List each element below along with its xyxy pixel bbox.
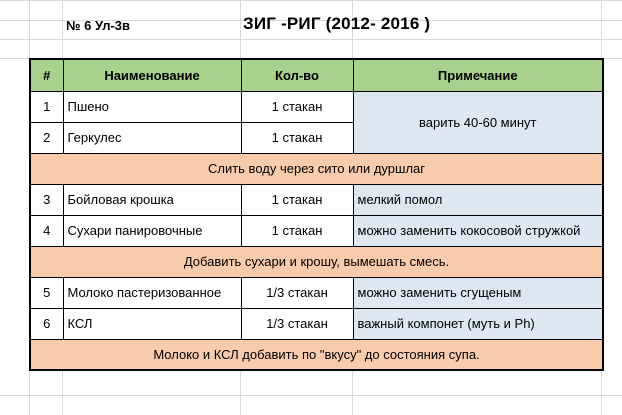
- row-number[interactable]: 2: [30, 122, 63, 153]
- ingredient-note-merged[interactable]: варить 40-60 минут: [353, 91, 603, 153]
- ingredient-quantity[interactable]: 1 стакан: [241, 122, 353, 153]
- row-number[interactable]: 4: [30, 215, 63, 246]
- ingredient-name[interactable]: Бойловая крошка: [63, 184, 241, 215]
- instruction-text[interactable]: Молоко и КСЛ добавить по "вкусу" до состояния супа.: [30, 339, 603, 370]
- ingredient-name[interactable]: Геркулес: [63, 122, 241, 153]
- ingredient-quantity[interactable]: 1/3 стакан: [241, 308, 353, 339]
- instruction-text[interactable]: Добавить сухари и крошу, вымешать смесь.: [30, 246, 603, 277]
- instruction-row: [30, 153, 603, 184]
- table-row: [30, 277, 603, 308]
- column-header-number[interactable]: #: [30, 59, 63, 91]
- ingredient-name[interactable]: КСЛ: [63, 308, 241, 339]
- table-row: [30, 91, 603, 122]
- ingredient-name[interactable]: Сухари панировочные: [63, 215, 241, 246]
- instruction-text[interactable]: Слить воду через сито или дуршлаг: [30, 153, 603, 184]
- ingredient-quantity[interactable]: 1 стакан: [241, 91, 353, 122]
- row-number[interactable]: 3: [30, 184, 63, 215]
- table-row: [30, 308, 603, 339]
- table-row: [30, 215, 603, 246]
- table-header-row: [30, 59, 603, 91]
- ingredient-quantity[interactable]: 1 стакан: [241, 184, 353, 215]
- column-header-name[interactable]: Наименование: [63, 59, 241, 91]
- ingredient-quantity[interactable]: 1 стакан: [241, 215, 353, 246]
- page-title: ЗИГ -РИГ (2012- 2016 ): [243, 14, 431, 33]
- row-number[interactable]: 6: [30, 308, 63, 339]
- column-header-quantity[interactable]: Кол-во: [241, 59, 353, 91]
- ingredient-name[interactable]: Молоко пастеризованное: [63, 277, 241, 308]
- instruction-row: [30, 246, 603, 277]
- ingredient-name[interactable]: Пшено: [63, 91, 241, 122]
- recipe-table: [29, 58, 604, 371]
- ingredient-note[interactable]: можно заменить кокосовой стружкой: [353, 215, 603, 246]
- ingredient-note[interactable]: можно заменить сгущеным: [353, 277, 603, 308]
- row-number[interactable]: 1: [30, 91, 63, 122]
- column-header-note[interactable]: Примечание: [353, 59, 603, 91]
- ingredient-note[interactable]: важный компонет (муть и Ph): [353, 308, 603, 339]
- table-row: [30, 184, 603, 215]
- ingredient-note[interactable]: мелкий помол: [353, 184, 603, 215]
- document-code: № 6 Ул-3в: [66, 18, 131, 33]
- ingredient-quantity[interactable]: 1/3 стакан: [241, 277, 353, 308]
- instruction-row: [30, 339, 603, 370]
- row-number[interactable]: 5: [30, 277, 63, 308]
